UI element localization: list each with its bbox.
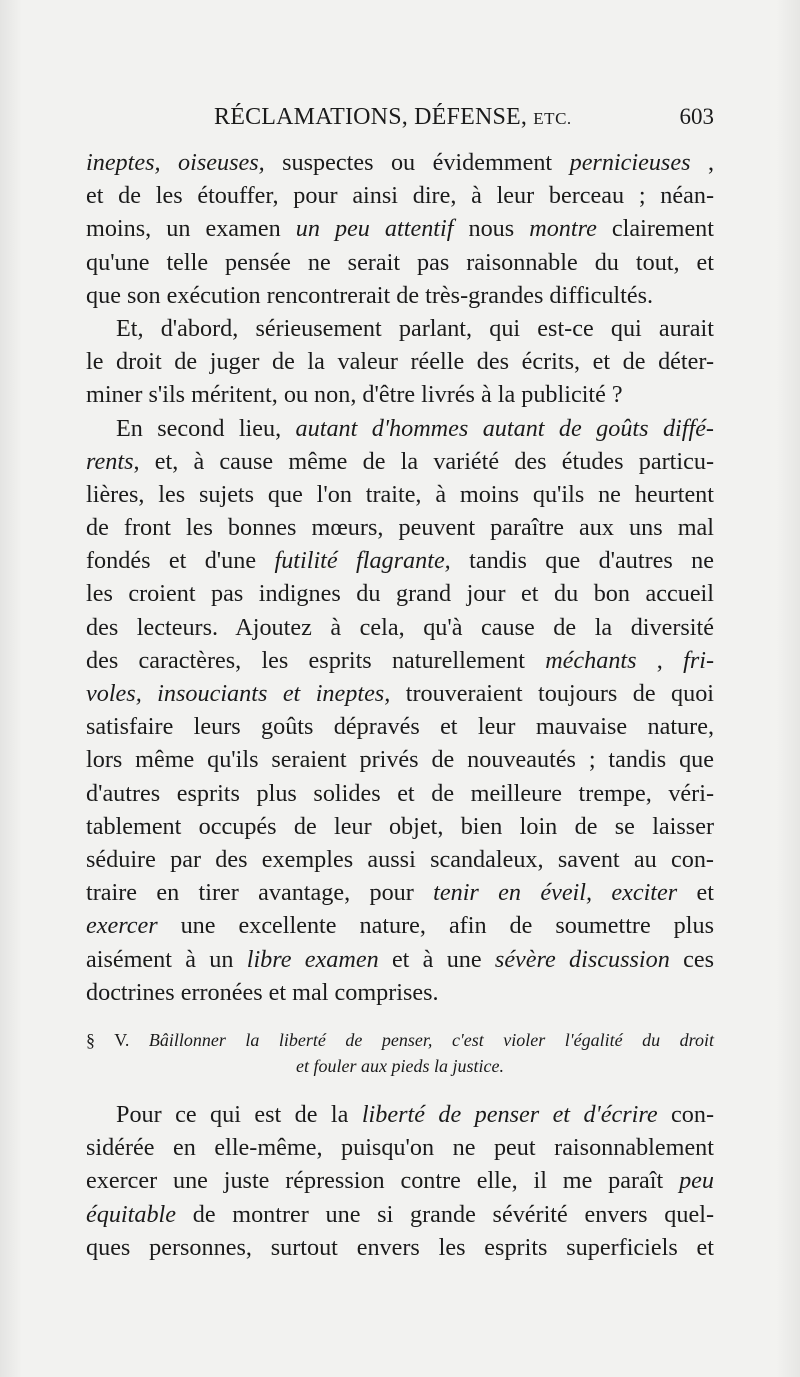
text-line	[86, 876, 714, 909]
text-segment: des caractères, les esprits naturellement	[86, 646, 546, 674]
italic-segment: équitable	[86, 1200, 177, 1228]
text-segment: séduire par des exemples aussi scandaleux, savent au con-	[86, 845, 714, 873]
text-segment: tandis que d'autres ne	[450, 547, 714, 575]
page-header	[214, 104, 714, 136]
italic-segment: ineptes, oiseuses,	[86, 149, 265, 176]
text-segment: con-	[657, 1101, 715, 1128]
text-segment: des lecteurs. Ajoutez à cela, qu'à cause de la diversité	[86, 613, 714, 641]
text-segment: doctrines erronées et mal comprises.	[86, 978, 439, 1006]
text-segment: fondés et d'une	[86, 547, 275, 575]
text-line	[86, 212, 714, 245]
italic-segment: futilité flagrante,	[274, 547, 451, 575]
text-segment: exercer une juste répression contre elle, il me paraît	[86, 1167, 680, 1195]
text-segment: nous	[453, 215, 530, 243]
italic-segment: fri-	[683, 646, 715, 674]
text-line	[86, 511, 714, 544]
text-line	[86, 445, 714, 478]
text-line	[86, 677, 714, 710]
section-heading	[86, 1027, 714, 1079]
text-line	[86, 1131, 714, 1164]
text-line	[86, 378, 714, 411]
text-segment: que son exécution rencontrerait de très-grandes difficultés.	[86, 281, 654, 309]
text-segment: clairement	[596, 215, 715, 243]
text-segment: suspectes ou évidemment	[264, 149, 570, 176]
text-line	[86, 146, 714, 179]
running-head-main: RÉCLAMATIONS, DÉFENSE,	[214, 104, 528, 130]
main-text	[86, 146, 714, 1009]
section-title-part: et fouler aux pieds la justice.	[296, 1056, 504, 1076]
section-heading-line	[86, 1053, 714, 1079]
text-segment: lors même qu'ils seraient privés de nouveautés ; tandis que	[86, 746, 714, 774]
text-line	[86, 345, 714, 378]
text-line	[86, 943, 714, 976]
text-segment: et à une	[378, 945, 495, 973]
text-line	[86, 843, 714, 876]
italic-segment: voles, insouciants et ineptes,	[86, 680, 391, 707]
italic-segment: libre examen	[246, 945, 379, 973]
text-line	[86, 279, 714, 312]
text-line	[86, 1231, 714, 1264]
text-segment: qu'une telle pensée ne serait pas raisonnable du tout, et	[86, 248, 714, 276]
italic-segment: exercer	[86, 912, 158, 940]
italic-segment: méchants	[545, 646, 637, 674]
text-segment: miner s'ils méritent, ou non, d'être livrés à la publicité ?	[86, 381, 623, 409]
text-segment: et de les étouffer, pour ainsi dire, à leur berceau ; néan-	[86, 182, 714, 210]
text-line	[86, 312, 714, 345]
text-line	[86, 976, 714, 1009]
running-head-small: ETC.	[533, 109, 572, 128]
section-title-part: Bâillonner la liberté de penser, c'est violer l'égalité du droit	[148, 1030, 714, 1050]
text-segment: le droit de juger de la valeur réelle des écrits, et de déter-	[86, 348, 714, 376]
text-segment: de front les bonnes mœurs, peuvent paraître aux uns mal	[86, 514, 714, 542]
text-segment: trouveraient toujours de quoi	[390, 680, 715, 707]
text-line	[86, 1098, 714, 1131]
italic-segment: peu	[679, 1167, 714, 1195]
section-number: § V.	[86, 1030, 149, 1050]
italic-segment: liberté de penser et d'écrire	[361, 1101, 658, 1128]
text-segment: , et, à cause même de la variété des études particu-	[133, 447, 714, 475]
running-head	[214, 104, 572, 131]
text-segment: tablement occupés de leur objet, bien loin de se laisser	[86, 812, 714, 840]
text-line	[86, 577, 714, 610]
text-segment: ces	[669, 945, 715, 973]
text-segment: ques personnes, surtout envers les esprits superficiels et	[86, 1233, 714, 1261]
text-line	[86, 1198, 714, 1231]
text-segment: Et, d'abord, sérieusement parlant, qui est-ce qui aurait	[116, 314, 714, 342]
text-segment: ,	[636, 646, 684, 674]
text-line	[86, 412, 714, 445]
text-segment: aisément à un	[86, 945, 247, 973]
text-line	[86, 743, 714, 776]
text-line	[86, 246, 714, 279]
italic-segment: montre	[529, 215, 597, 243]
text-line	[86, 544, 714, 577]
text-segment: moins, un examen	[86, 215, 296, 243]
section-heading-line	[86, 1027, 714, 1053]
text-segment: les croient pas indignes du grand jour et du bon accueil	[86, 580, 714, 608]
text-line	[86, 710, 714, 743]
text-line	[86, 810, 714, 843]
page-number: 603	[679, 104, 714, 129]
text-line	[86, 478, 714, 511]
text-segment: ,	[690, 149, 714, 176]
italic-segment: rents	[86, 447, 134, 475]
italic-segment: pernicieuses	[569, 149, 691, 176]
text-segment: d'autres esprits plus solides et de meilleure trempe, véri-	[86, 779, 714, 807]
italic-segment: sévère discussion	[494, 945, 670, 973]
text-line	[86, 777, 714, 810]
text-line	[86, 644, 714, 677]
text-segment: sidérée en elle-même, puisqu'on ne peut raisonnablement	[86, 1134, 714, 1162]
text-segment: et	[677, 879, 714, 907]
italic-segment: tenir en éveil, exciter	[433, 879, 678, 907]
text-line	[86, 1164, 714, 1197]
text-segment: une excellente nature, afin de soumettre plus	[157, 912, 714, 940]
text-line	[86, 909, 714, 942]
text-segment: Pour ce qui est de la	[116, 1101, 362, 1128]
second-paragraph	[86, 1098, 714, 1264]
text-line	[86, 611, 714, 644]
text-line	[86, 179, 714, 212]
text-segment: En second lieu,	[116, 414, 296, 442]
italic-segment: autant d'hommes autant de goûts diffé-	[295, 414, 714, 442]
text-segment: de montrer une si grande sévérité envers quel-	[176, 1200, 714, 1228]
italic-segment: un peu attentif	[295, 215, 454, 243]
text-segment: satisfaire leurs goûts dépravés et leur mauvaise nature,	[86, 713, 714, 741]
text-segment: lières, les sujets que l'on traite, à moins qu'ils ne heurtent	[86, 480, 714, 508]
text-segment: traire en tirer avantage, pour	[86, 879, 434, 907]
